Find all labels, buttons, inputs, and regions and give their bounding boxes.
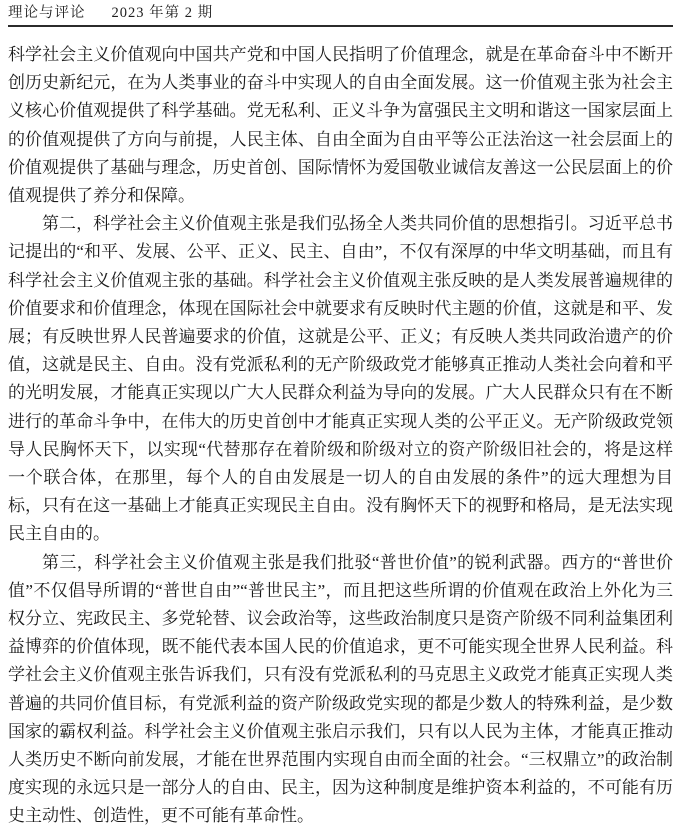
- journal-title: 理论与评论: [8, 5, 86, 21]
- article-body: [8, 41, 673, 827]
- page-header: [8, 4, 673, 23]
- paragraph-continuation: 科学社会主义价值观向中国共产党和中国人民指明了价值理念，就是在革命奋斗中不断开创历史新纪元，在为人类事业的奋斗中实现人的自由全面发展。这一价值观主张为社会主义核心价值观提供了科学基础。党无私利、正义斗争为富强民主文明和谐这一国家层面上的价值观提供了方向与前提，人民主体、自由全面为自由平等公正法治这一社会层面上的价值观提供了基础与理念，历史首创、国际情怀为爱国敬业诚信友善这一公民层面上的价值观提供了养分和保障。: [8, 45, 673, 206]
- issue-info: 2023 年第 2 期: [111, 5, 214, 21]
- paragraph-third-point: 第三，科学社会主义价值观主张是我们批驳“普世价值”的锐利武器。西方的“普世价值”不仅倡导所谓的“普世自由”“普世民主”，而且把这些所谓的价值观在政治上外化为三权分立、宪政民主、多党轮替、议会政治等，这些政治制度只是资产阶级不同利益集团利益博弈的价值体现，既不能代表本国人民的价值追求，更不可能实现全世界人民利益。科学社会主义价值观主张告诉我们，只有没有党派私利的马克思主义政党才能真正实现人类普遍的共同价值目标，有党派利益的资产阶级政党实现的都是少数人的特殊利益，是少数国家的霸权利益。科学社会主义价值观主张启示我们，只有以人民为主体，才能真正推动人类历史不断向前发展，才能在世界范围内实现自由而全面的社会。“三权鼎立”的政治制度实现的永远只是一部分人的自由、民主，因为这种制度是维护资本利益的，不可能有历史主动性、创造性，更不可能有革命性。: [8, 552, 673, 826]
- header-divider: [8, 25, 673, 27]
- paragraph-second-point: 第二，科学社会主义价值观主张是我们弘扬全人类共同价值的思想指引。习近平总书记提出的“和平、发展、公平、正义、民主、自由”，不仅有深厚的中华文明基础，而且有科学社会主义价值观主张的基础。科学社会主义价值观主张反映的是人类发展普遍规律的价值要求和价值理念，体现在国际社会中就要求有反映时代主题的价值，这就是和平、发展；有反映世界人民普遍要求的价值，这就是公平、正义；有反映人类共同政治遗产的价值，这就是民主、自由。没有党派私利的无产阶级政党才能够真正推动人类社会向着和平的光明发展，才能真正实现以广大人民群众利益为导向的发展。广大人民群众只有在不断进行的革命斗争中，在伟大的历史首创中才能真正实现人类的公平正义。无产阶级政党领导人民胸怀天下，以实现“代替那存在着阶级和阶级对立的资产阶级旧社会的，将是这样一个联合体，在那里，每个人的自由发展是一切人的自由发展的条件”的远大理想为目标，只有在这一基础上才能真正实现民主自由。没有胸怀天下的视野和格局，是无法实现民主自由的。: [8, 214, 673, 544]
